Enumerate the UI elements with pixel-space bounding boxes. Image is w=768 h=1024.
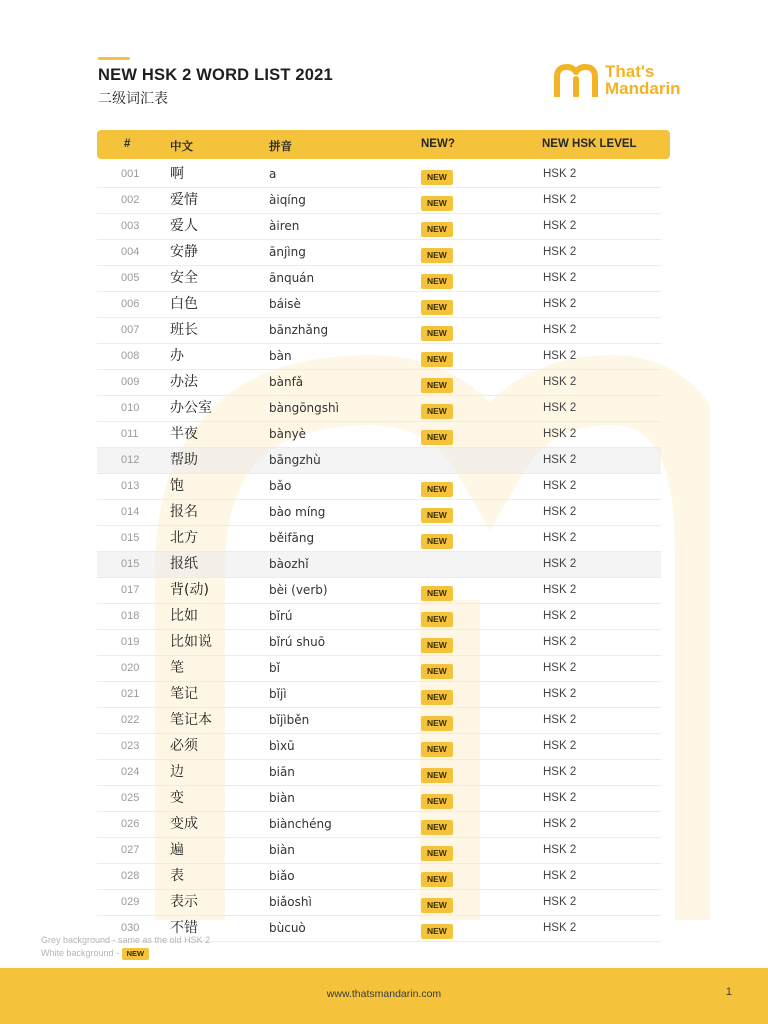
row-chinese: 比如说: [170, 634, 212, 650]
row-chinese: 表: [170, 868, 184, 884]
row-number: 023: [121, 740, 140, 752]
word-list-table: [97, 130, 670, 942]
row-level: HSK 2: [543, 740, 577, 752]
row-new-cell: [421, 344, 453, 369]
row-pinyin: biān: [269, 765, 295, 779]
new-badge: NEW: [421, 326, 453, 341]
row-new-cell: [421, 604, 453, 629]
table-row: [97, 500, 661, 526]
header-new: NEW?: [421, 138, 455, 150]
brand-name: [605, 63, 681, 97]
row-pinyin: bǎo: [269, 479, 292, 493]
new-badge: NEW: [421, 170, 453, 185]
table-row: [97, 812, 661, 838]
row-pinyin: biànchéng: [269, 817, 332, 831]
row-pinyin: bǐ: [269, 661, 280, 675]
row-number: 014: [121, 506, 140, 518]
row-level: HSK 2: [543, 610, 577, 622]
row-chinese: 办法: [170, 374, 198, 390]
header-pinyin: 拼音: [269, 139, 292, 153]
row-pinyin: bǐrú shuō: [269, 635, 326, 649]
row-chinese: 北方: [170, 530, 198, 546]
row-pinyin: àiqíng: [269, 193, 306, 207]
row-new-cell: [421, 292, 453, 317]
new-badge: NEW: [421, 378, 453, 393]
brand-logo[interactable]: [553, 62, 681, 98]
row-number: 017: [121, 584, 140, 596]
row-pinyin: bànyè: [269, 427, 307, 441]
row-chinese: 半夜: [170, 426, 198, 442]
table-row: [97, 214, 661, 240]
row-pinyin: biǎoshì: [269, 895, 312, 909]
new-badge: NEW: [421, 222, 453, 237]
row-number: 001: [121, 168, 140, 180]
row-pinyin: bāngzhù: [269, 453, 321, 467]
row-chinese: 爱情: [170, 192, 198, 208]
row-new-cell: [421, 682, 453, 707]
new-badge: NEW: [421, 430, 453, 445]
row-new-cell: [421, 240, 453, 265]
row-pinyin: bào míng: [269, 505, 326, 519]
table-body: [97, 162, 670, 942]
new-badge: NEW: [421, 846, 453, 861]
new-badge: NEW: [421, 508, 453, 523]
row-level: HSK 2: [543, 272, 577, 284]
page-title: NEW HSK 2 WORD LIST 2021: [98, 66, 333, 84]
legend-new-badge: NEW: [122, 948, 150, 960]
row-number: 007: [121, 324, 140, 336]
table-row: [97, 604, 661, 630]
row-level: HSK 2: [543, 454, 577, 466]
row-number: 005: [121, 272, 140, 284]
row-chinese: 变: [170, 790, 184, 806]
row-number: 013: [121, 480, 140, 492]
row-pinyin: biàn: [269, 791, 295, 805]
row-level: HSK 2: [543, 558, 577, 570]
table-row: [97, 162, 661, 188]
row-number: 015: [121, 558, 140, 570]
row-pinyin: běifāng: [269, 531, 315, 545]
row-new-cell: [421, 500, 453, 525]
row-number: 012: [121, 454, 140, 466]
row-new-cell: [421, 318, 453, 343]
header-level: NEW HSK LEVEL: [542, 138, 637, 150]
row-level: HSK 2: [543, 688, 577, 700]
row-number: 018: [121, 610, 140, 622]
table-row: [97, 734, 661, 760]
row-new-cell: [421, 890, 453, 915]
row-number: 028: [121, 870, 140, 882]
row-chinese: 啊: [170, 166, 184, 182]
row-number: 003: [121, 220, 140, 232]
row-level: HSK 2: [543, 168, 577, 180]
row-chinese: 爱人: [170, 218, 198, 234]
row-chinese: 遍: [170, 842, 184, 858]
new-badge: NEW: [421, 404, 453, 419]
row-level: HSK 2: [543, 506, 577, 518]
legend-white: [41, 947, 210, 960]
row-pinyin: bàngōngshì: [269, 401, 339, 415]
new-badge: NEW: [421, 274, 453, 289]
table-row: [97, 864, 661, 890]
row-level: HSK 2: [543, 844, 577, 856]
row-chinese: 报名: [170, 504, 198, 520]
row-pinyin: ānquán: [269, 271, 315, 285]
table-row: [97, 370, 661, 396]
row-level: HSK 2: [543, 792, 577, 804]
table-row: [97, 682, 661, 708]
table-row: [97, 838, 661, 864]
row-level: HSK 2: [543, 766, 577, 778]
footer-url-link[interactable]: www.thatsmandarin.com: [326, 988, 442, 1000]
new-badge: NEW: [421, 300, 453, 315]
row-level: HSK 2: [543, 714, 577, 726]
brand-name-line2: Mandarin: [605, 79, 681, 98]
new-badge: NEW: [421, 352, 453, 367]
row-level: HSK 2: [543, 298, 577, 310]
row-pinyin: bǐrú: [269, 609, 293, 623]
table-row: [97, 890, 661, 916]
row-number: 004: [121, 246, 140, 258]
row-new-cell: [421, 786, 453, 811]
row-chinese: 安全: [170, 270, 198, 286]
row-level: HSK 2: [543, 246, 577, 258]
row-chinese: 帮助: [170, 452, 198, 468]
new-badge: NEW: [421, 482, 453, 497]
row-chinese: 白色: [170, 296, 198, 312]
row-chinese: 比如: [170, 608, 198, 624]
row-pinyin: ānjìng: [269, 245, 306, 259]
legend-grey: Grey background - same as the old HSK 2: [41, 935, 211, 945]
row-level: HSK 2: [543, 428, 577, 440]
row-new-cell: [421, 422, 453, 447]
row-number: 009: [121, 376, 140, 388]
row-pinyin: bānzhǎng: [269, 323, 329, 337]
table-row: [97, 266, 661, 292]
table-row: [97, 630, 661, 656]
row-level: HSK 2: [543, 376, 577, 388]
row-number: 026: [121, 818, 140, 830]
row-level: HSK 2: [543, 324, 577, 336]
table-row: [97, 240, 661, 266]
row-level: HSK 2: [543, 194, 577, 206]
new-badge: NEW: [421, 794, 453, 809]
row-chinese: 笔: [170, 660, 184, 676]
row-level: HSK 2: [543, 818, 577, 830]
row-number: 027: [121, 844, 140, 856]
row-chinese: 报纸: [170, 556, 198, 572]
table-row: [97, 786, 661, 812]
table-row: [97, 292, 661, 318]
row-level: HSK 2: [543, 532, 577, 544]
table-row: [97, 448, 661, 474]
row-pinyin: báisè: [269, 297, 301, 311]
row-pinyin: biàn: [269, 843, 295, 857]
row-pinyin: a: [269, 167, 277, 181]
title-accent-line: [98, 57, 130, 60]
row-pinyin: bìxū: [269, 739, 295, 753]
new-badge: NEW: [421, 638, 453, 653]
row-level: HSK 2: [543, 636, 577, 648]
row-number: 025: [121, 792, 140, 804]
row-new-cell: [421, 370, 453, 395]
page-number: 1: [725, 986, 732, 998]
new-badge: NEW: [421, 924, 453, 939]
table-row: [97, 396, 661, 422]
row-number: 010: [121, 402, 140, 414]
row-level: HSK 2: [543, 922, 577, 934]
row-chinese: 饱: [170, 478, 184, 494]
new-badge: NEW: [421, 742, 453, 757]
row-number: 024: [121, 766, 140, 778]
row-pinyin: bàn: [269, 349, 292, 363]
row-new-cell: [421, 214, 453, 239]
row-new-cell: [421, 916, 453, 941]
row-new-cell: [421, 708, 453, 733]
row-new-cell: [421, 656, 453, 681]
table-header: [97, 130, 670, 159]
table-row: [97, 318, 661, 344]
row-number: 020: [121, 662, 140, 674]
row-chinese: 笔记本: [170, 712, 212, 728]
row-new-cell: [421, 396, 453, 421]
header-number: #: [124, 138, 131, 150]
row-number: 008: [121, 350, 140, 362]
table-row: [97, 552, 661, 578]
row-chinese: 边: [170, 764, 184, 780]
row-level: HSK 2: [543, 662, 577, 674]
row-chinese: 安静: [170, 244, 198, 260]
new-badge: NEW: [421, 716, 453, 731]
new-badge: NEW: [421, 664, 453, 679]
row-pinyin: biǎo: [269, 869, 295, 883]
row-level: HSK 2: [543, 870, 577, 882]
footer-bar: [0, 968, 768, 1024]
new-badge: NEW: [421, 534, 453, 549]
row-new-cell: [421, 188, 453, 213]
row-pinyin: àiren: [269, 219, 300, 233]
row-pinyin: bèi (verb): [269, 583, 328, 597]
new-badge: NEW: [421, 248, 453, 263]
row-chinese: 表示: [170, 894, 198, 910]
table-row: [97, 344, 661, 370]
table-row: [97, 526, 661, 552]
row-new-cell: [421, 630, 453, 655]
row-number: 030: [121, 922, 140, 934]
table-row: [97, 708, 661, 734]
row-pinyin: bànfǎ: [269, 375, 304, 389]
row-level: HSK 2: [543, 896, 577, 908]
row-level: HSK 2: [543, 220, 577, 232]
row-new-cell: [421, 734, 453, 759]
m-logo-icon: [553, 63, 599, 97]
row-new-cell: [421, 266, 453, 291]
row-pinyin: bǐjì: [269, 687, 287, 701]
row-new-cell: [421, 162, 453, 187]
row-chinese: 办: [170, 348, 184, 364]
row-chinese: 办公室: [170, 400, 212, 416]
new-badge: NEW: [421, 820, 453, 835]
row-new-cell: [421, 838, 453, 863]
row-pinyin: bǐjìběn: [269, 713, 310, 727]
row-new-cell: [421, 760, 453, 785]
row-chinese: 班长: [170, 322, 198, 338]
row-number: 022: [121, 714, 140, 726]
row-level: HSK 2: [543, 402, 577, 414]
new-badge: NEW: [421, 898, 453, 913]
table-row: [97, 422, 661, 448]
new-badge: NEW: [421, 872, 453, 887]
row-number: 029: [121, 896, 140, 908]
row-new-cell: [421, 526, 453, 551]
row-chinese: 背(动): [170, 582, 209, 598]
brand-name-line1: That's: [605, 62, 655, 81]
row-chinese: 变成: [170, 816, 198, 832]
row-level: HSK 2: [543, 480, 577, 492]
row-number: 019: [121, 636, 140, 648]
row-new-cell: [421, 474, 453, 499]
new-badge: NEW: [421, 768, 453, 783]
table-row: [97, 474, 661, 500]
new-badge: NEW: [421, 612, 453, 627]
row-chinese: 必须: [170, 738, 198, 754]
row-pinyin: bàozhǐ: [269, 557, 309, 571]
row-level: HSK 2: [543, 584, 577, 596]
row-number: 015: [121, 532, 140, 544]
row-number: 002: [121, 194, 140, 206]
row-chinese: 不错: [170, 920, 198, 936]
row-new-cell: [421, 812, 453, 837]
row-number: 006: [121, 298, 140, 310]
table-row: [97, 656, 661, 682]
row-number: 021: [121, 688, 140, 700]
row-pinyin: bùcuò: [269, 921, 306, 935]
new-badge: NEW: [421, 196, 453, 211]
page-subtitle: 二级词汇表: [98, 91, 168, 107]
row-number: 011: [121, 428, 139, 440]
row-chinese: 笔记: [170, 686, 198, 702]
table-row: [97, 188, 661, 214]
new-badge: NEW: [421, 690, 453, 705]
table-row: [97, 760, 661, 786]
row-level: HSK 2: [543, 350, 577, 362]
header-chinese: 中文: [170, 139, 193, 153]
new-badge: NEW: [421, 586, 453, 601]
table-row: [97, 578, 661, 604]
legend-white-label: White background -: [41, 948, 120, 958]
legend: [41, 934, 210, 960]
row-new-cell: [421, 864, 453, 889]
row-new-cell: [421, 578, 453, 603]
